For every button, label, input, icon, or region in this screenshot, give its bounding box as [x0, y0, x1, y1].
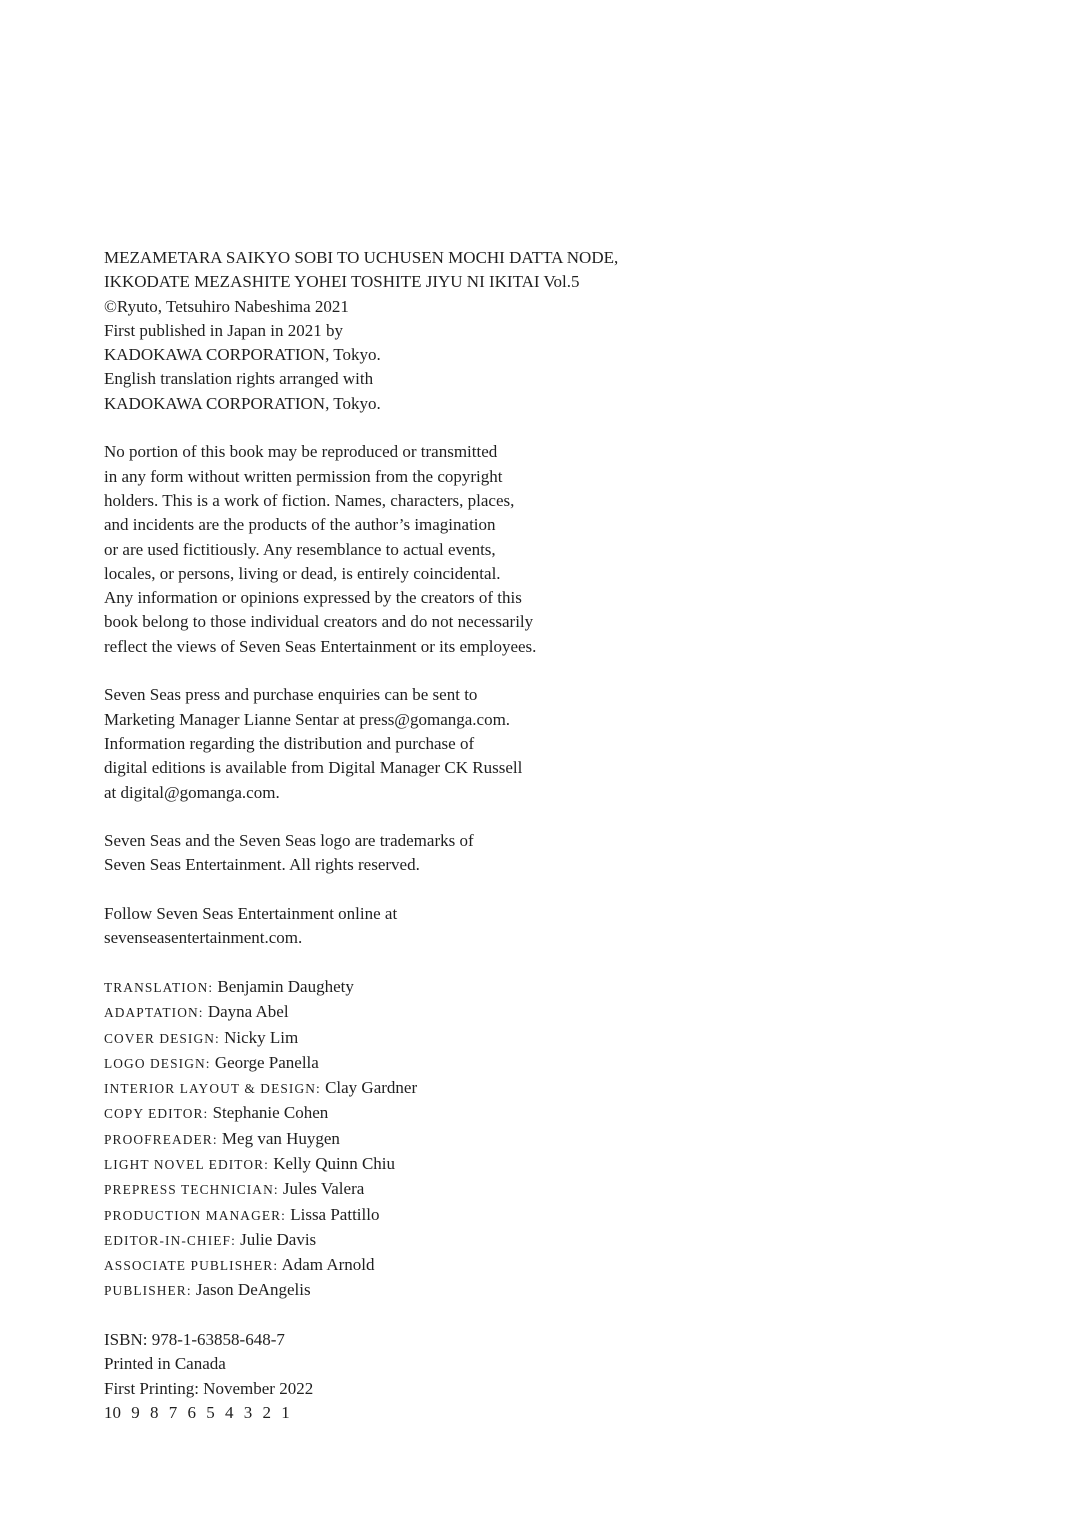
website-line: sevenseasentertainment.com.: [104, 928, 303, 948]
title-line: IKKODATE MEZASHITE YOHEI TOSHITE JIYU NI IKITAI Vol.5: [104, 272, 580, 292]
print-run-line: 10 9 8 7 6 5 4 3 2 1: [104, 1402, 290, 1422]
credit-person-name: Stephanie Cohen: [212, 1103, 329, 1123]
title-copyright-block: [104, 246, 804, 416]
text-line: book belong to those individual creators and do not necessarily: [104, 612, 534, 632]
credit-person-name: Julie Davis: [240, 1229, 317, 1249]
text-line: in any form without written permission from the copyright: [104, 466, 503, 486]
credit-row: [104, 1152, 804, 1177]
credit-person-name: George Panella: [214, 1052, 319, 1072]
colophon-text-column: [104, 246, 804, 1450]
credit-row: [104, 1026, 804, 1051]
text-line: Any information or opinions expressed by the creators of this: [104, 588, 522, 608]
credit-row: [104, 1278, 804, 1303]
credit-person-name: Benjamin Daughety: [217, 976, 354, 996]
text-line: No portion of this book may be reproduced or transmitted: [104, 442, 498, 462]
credit-row: [104, 1253, 804, 1278]
text-line: English translation rights arranged with: [104, 369, 374, 389]
credit-role-label: TRANSLATION:: [104, 979, 214, 995]
text-line: KADOKAWA CORPORATION, Tokyo.: [104, 393, 381, 413]
credit-person-name: Adam Arnold: [281, 1255, 375, 1275]
text-line: Information regarding the distribution and purchase of: [104, 733, 475, 753]
credit-row: [104, 1228, 804, 1253]
credit-row: [104, 975, 804, 1000]
isbn-line: ISBN: 978-1-63858-648-7: [104, 1330, 285, 1350]
credit-role-label: PRODUCTION MANAGER:: [104, 1207, 286, 1223]
first-printing-line: First Printing: November 2022: [104, 1378, 314, 1398]
copyright-line: ©Ryuto, Tetsuhiro Nabeshima 2021: [104, 296, 349, 316]
credit-role-label: COVER DESIGN:: [104, 1030, 220, 1046]
text-line: Follow Seven Seas Entertainment online at: [104, 904, 398, 924]
credit-role-label: INTERIOR LAYOUT & DESIGN:: [104, 1081, 321, 1097]
credit-person-name: Jason DeAngelis: [195, 1280, 311, 1300]
text-line: Seven Seas and the Seven Seas logo are trademarks of: [104, 831, 474, 851]
credit-person-name: Lissa Pattillo: [290, 1204, 380, 1224]
credit-row: [104, 1127, 804, 1152]
credit-person-name: Meg van Huygen: [221, 1128, 340, 1148]
text-line: reflect the views of Seven Seas Entertainment or its employees.: [104, 636, 537, 656]
credit-role-label: LOGO DESIGN:: [104, 1055, 211, 1071]
text-line: holders. This is a work of fiction. Names, characters, places,: [104, 490, 515, 510]
follow-paragraph: [104, 902, 804, 951]
credit-row: [104, 1177, 804, 1202]
trademark-paragraph: [104, 829, 804, 878]
credit-person-name: Nicky Lim: [224, 1027, 299, 1047]
credit-role-label: ASSOCIATE PUBLISHER:: [104, 1258, 279, 1274]
text-line: digital editions is available from Digital Manager CK Russell: [104, 758, 523, 778]
rights-notice-paragraph: [104, 440, 804, 659]
credits-list: [104, 975, 804, 1304]
text-line: Marketing Manager Lianne Sentar at press@gomanga.com.: [104, 709, 511, 729]
credit-role-label: PROOFREADER:: [104, 1131, 218, 1147]
text-line: Seven Seas Entertainment. All rights reserved.: [104, 855, 420, 875]
text-line: and incidents are the products of the author’s imagination: [104, 515, 496, 535]
credit-person-name: Clay Gardner: [325, 1078, 418, 1098]
credit-role-label: COPY EDITOR:: [104, 1106, 209, 1122]
printed-in-line: Printed in Canada: [104, 1354, 226, 1374]
credit-role-label: PREPRESS TECHNICIAN:: [104, 1182, 279, 1198]
printing-info-block: [104, 1328, 804, 1425]
credit-role-label: PUBLISHER:: [104, 1283, 192, 1299]
credit-row: [104, 1203, 804, 1228]
credit-row: [104, 1101, 804, 1126]
enquiries-paragraph: [104, 683, 804, 804]
title-line: MEZAMETARA SAIKYO SOBI TO UCHUSEN MOCHI DATTA NODE,: [104, 248, 619, 267]
credit-role-label: LIGHT NOVEL EDITOR:: [104, 1156, 269, 1172]
credit-row: [104, 1076, 804, 1101]
text-line: at digital@gomanga.com.: [104, 782, 280, 802]
credit-person-name: Kelly Quinn Chiu: [273, 1153, 396, 1173]
text-line: or are used fictitiously. Any resemblance to actual events,: [104, 539, 496, 559]
text-line: Seven Seas press and purchase enquiries can be sent to: [104, 685, 478, 705]
credit-row: [104, 1051, 804, 1076]
text-line: First published in Japan in 2021 by: [104, 320, 343, 340]
credit-row: [104, 1000, 804, 1025]
text-line: KADOKAWA CORPORATION, Tokyo.: [104, 345, 381, 365]
credit-role-label: ADAPTATION:: [104, 1005, 204, 1021]
text-line: locales, or persons, living or dead, is entirely coincidental.: [104, 563, 501, 583]
credit-person-name: Jules Valera: [282, 1179, 365, 1199]
credit-role-label: EDITOR-IN-CHIEF:: [104, 1232, 236, 1248]
credit-person-name: Dayna Abel: [207, 1002, 289, 1022]
